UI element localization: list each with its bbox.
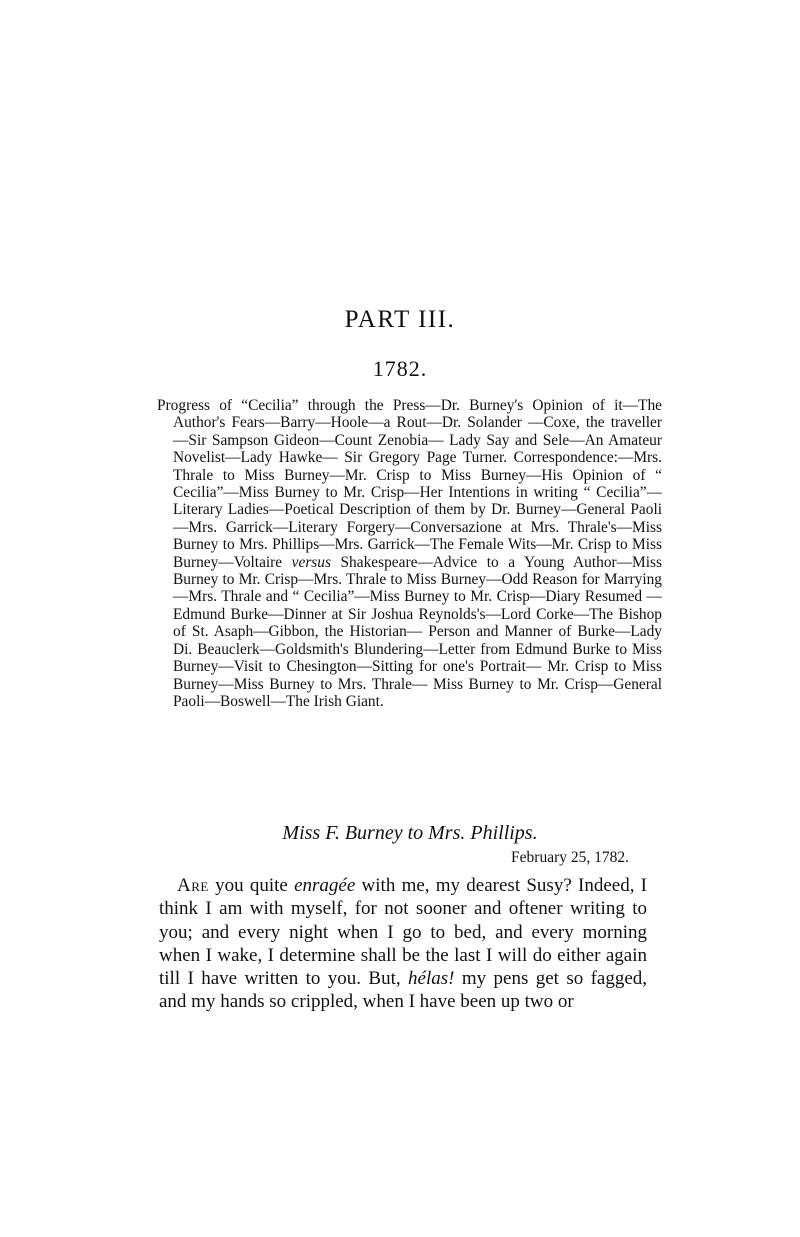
letter-body	[159, 874, 647, 1014]
summary-text: Progress of “Cecilia” through the Press—Dr. Burney's Opinion of it—The Author's Fears—Barry—Hoole—a Rout—Dr. Solander —Coxe, the traveller—Sir Sampson Gideon—Count Zenobia— Lady Say and Sele—An Amateur Novelist—Lady Hawke— Sir Gregory Page Turner. Correspondence:—Mrs. Thrale to Miss Burney—Mr. Crisp to Miss Burney—His Opinion of “ Cecilia”—Miss Burney to Mr. Crisp—Her Intentions in writing “ Cecilia”—Literary Ladies—Poetical Description of them by Dr. Burney—General Paoli—Mrs. Garrick—Literary Forgery—Conversazione at Mrs. Thrale's—Miss Burney to Mrs. Phillips—Mrs. Garrick—The Female Wits—Mr. Crisp to Miss Burney—Voltaire	[157, 397, 662, 571]
letter-text-1: you quite	[215, 875, 288, 896]
chapter-summary	[157, 397, 662, 710]
year-heading: 1782.	[372, 356, 428, 381]
letter-opening-word: Are	[177, 875, 209, 896]
letter-title: Miss F. Burney to Mrs. Phillips.	[282, 822, 538, 844]
letter-text-2: with me, my dearest Susy? Indeed, I think I am with myself, for not sooner and oftener writing to you; and every night when I go to bed, and every morning when I wake, I determine shall be the last I will do either again till I have written to you. But,	[159, 875, 648, 990]
letter-enragee: enragée	[294, 875, 356, 896]
letter-text-3: my pens get so fagged, and my hands so crippled, when I have been up two or	[159, 968, 648, 1013]
part-heading: PART III.	[344, 306, 456, 333]
summary-text-rest: Shakespeare—Advice to a Young Author—Miss Burney to Mr. Crisp—Mrs. Thrale to Miss Burney—Odd Reason for Marrying—Mrs. Thrale and “ Cecilia”—Miss Burney to Mr. Crisp—Diary Resumed —Edmund Burke—Dinner at Sir Joshua Reynolds's—Lord Corke—The Bishop of St. Asaph—Gibbon, the Historian— Person and Manner of Burke—Lady Di. Beauclerk—Goldsmith's Blundering—Letter from Edmund Burke to Miss Burney—Visit to Chesington—Sitting for one's Portrait— Mr. Crisp to Miss Burney—Miss Burney to Mrs. Thrale— Miss Burney to Mr. Crisp—General Paoli—Boswell—The Irish Giant.	[173, 553, 662, 710]
letter-helas: hélas!	[408, 968, 455, 990]
letter-date: February 25, 1782.	[511, 849, 629, 866]
summary-versus: versus	[291, 553, 331, 571]
